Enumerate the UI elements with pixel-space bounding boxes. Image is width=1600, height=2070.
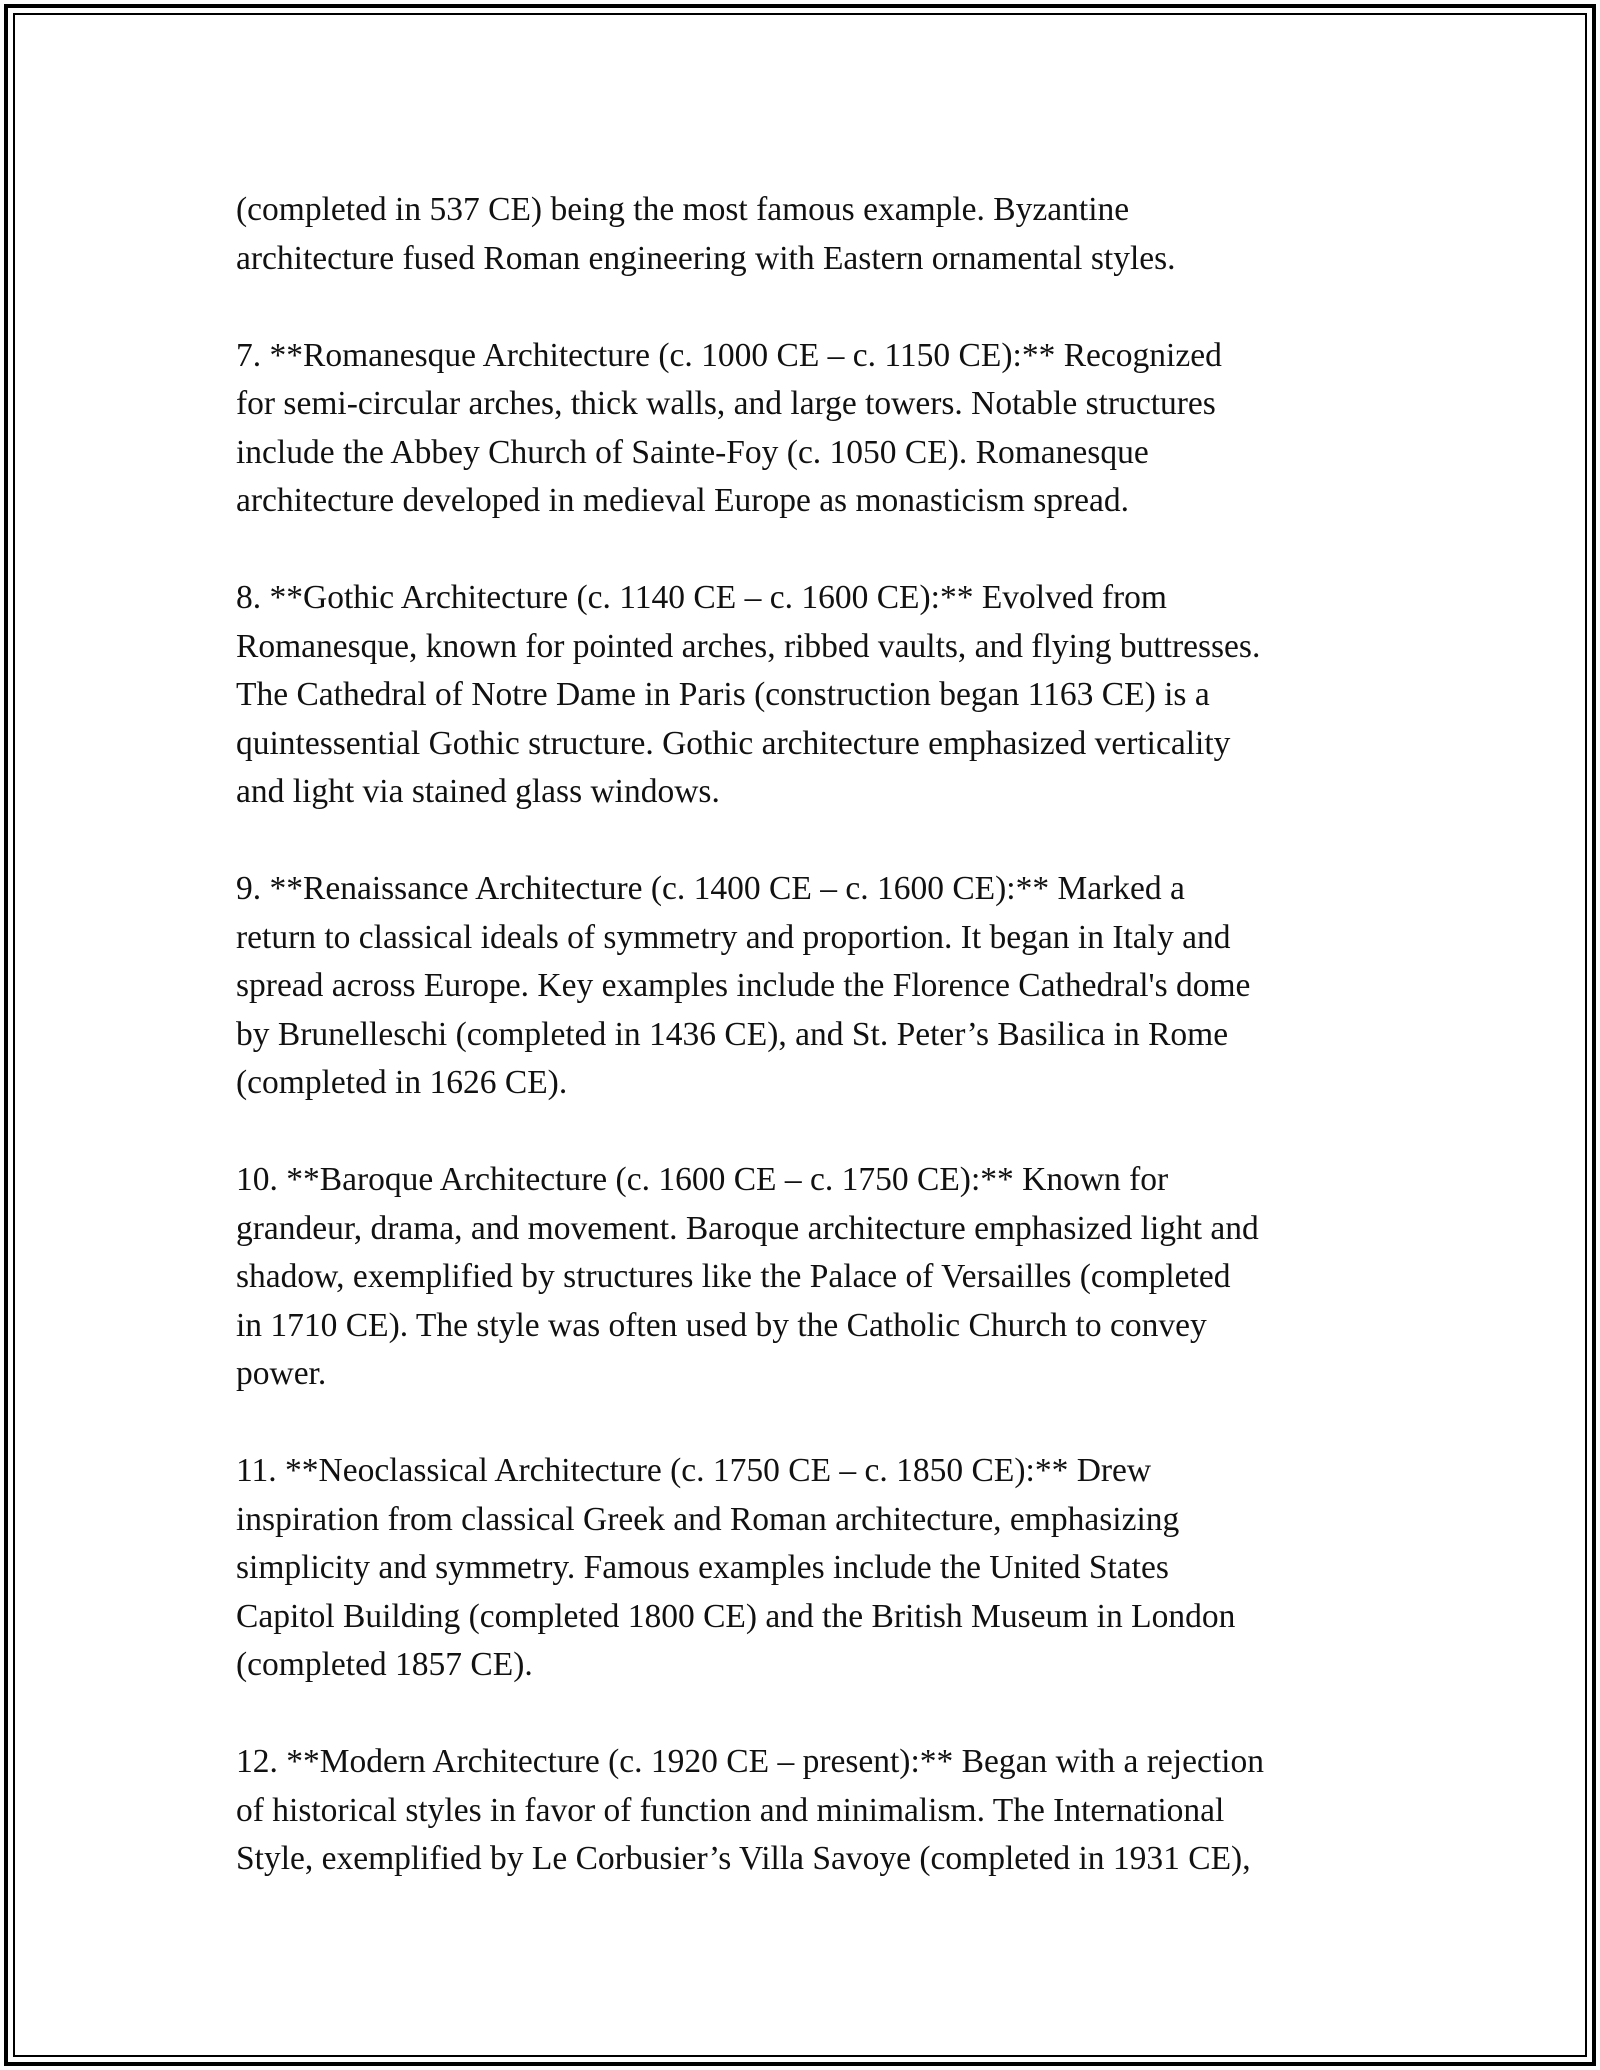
paragraph-gap xyxy=(236,1399,1386,1448)
paragraph-modern: 12. **Modern Architecture (c. 1920 CE – present):** Began with a rejection of historical styles in favor of function and minimalism. The International Style, exemplified by Le Corbusier’s Villa Savoye (completed in 1931 CE), xyxy=(236,1743,1264,1877)
paragraph-gothic: 8. **Gothic Architecture (c. 1140 CE – c. 1600 CE):** Evolved from Romanesque, known for pointed arches, ribbed vaults, and flying buttresses. The Cathedral of Notre Dame in Paris (construction began 1163 CE) is a quintessential Gothic structure. Gothic architecture emphasized verticality and light via stained glass windows. xyxy=(236,579,1261,810)
paragraph-neoclassical: 11. **Neoclassical Architecture (c. 1750 CE – c. 1850 CE):** Drew inspiration from classical Greek and Roman architecture, emphasizing simplicity and symmetry. Famous examples include the United States Capitol Building (completed 1800 CE) and the British Museum in London (completed 1857 CE). xyxy=(236,1452,1236,1683)
document-body xyxy=(236,186,1386,1884)
paragraph-romanesque: 7. **Romanesque Architecture (c. 1000 CE – c. 1150 CE):** Recognized for semi-circular arches, thick walls, and large towers. Notable structures include the Abbey Church of Sainte-Foy (c. 1050 CE). Romanesque architecture developed in medieval Europe as monasticism spread. xyxy=(236,336,1222,519)
paragraph-renaissance: 9. **Renaissance Architecture (c. 1400 CE – c. 1600 CE):** Marked a return to classical ideals of symmetry and proportion. It began in Italy and spread across Europe. Key examples include the Florence Cathedral's dome by Brunelleschi (completed in 1436 CE), and St. Peter’s Basilica in Rome (completed in 1626 CE). xyxy=(236,870,1251,1101)
paragraph-gap xyxy=(236,1108,1386,1157)
paragraph-gap xyxy=(236,526,1386,575)
paragraph-gap xyxy=(236,1690,1386,1739)
paragraph-gap xyxy=(236,283,1386,332)
paragraph-byzantine-continued: (completed in 537 CE) being the most famous example. Byzantine architecture fused Roman engineering with Eastern ornamental styles. xyxy=(236,191,1176,277)
paragraph-baroque: 10. **Baroque Architecture (c. 1600 CE – c. 1750 CE):** Known for grandeur, drama, and movement. Baroque architecture emphasized light and shadow, exemplified by structures like the Palace of Versailles (completed in 1710 CE). The style was often used by the Catholic Church to convey power. xyxy=(236,1161,1259,1392)
paragraph-gap xyxy=(236,817,1386,866)
